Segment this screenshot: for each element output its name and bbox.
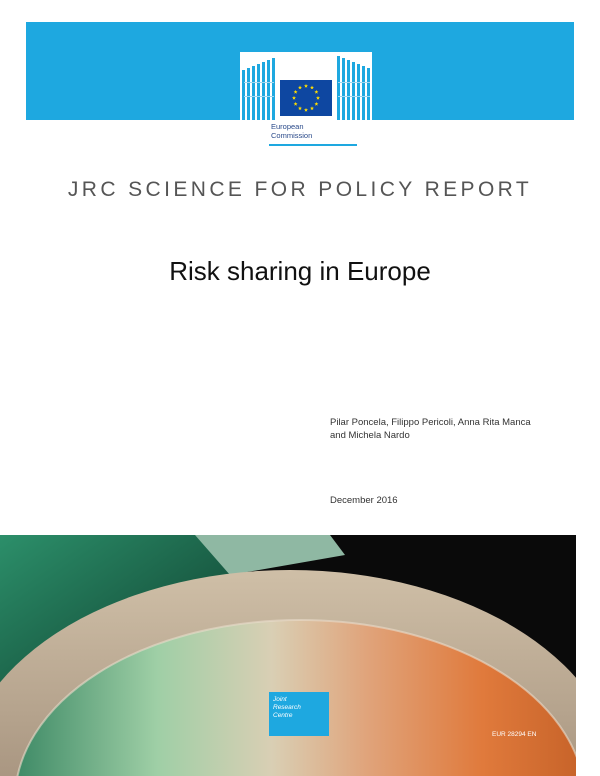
cover-photo — [0, 535, 576, 776]
european-commission-logo — [240, 52, 372, 148]
authors-line-2: and Michela Nardo — [330, 430, 410, 441]
eu-star-icon — [304, 108, 308, 112]
jrc-line-1: Joint — [273, 696, 287, 703]
cover-photo-graphic — [0, 535, 576, 776]
eu-star-icon — [292, 96, 296, 100]
logo-line-1: European — [271, 122, 304, 131]
eu-star-icon — [314, 102, 318, 106]
eu-star-icon — [310, 106, 314, 110]
eu-star-icon — [304, 84, 308, 88]
eu-star-icon — [294, 90, 298, 94]
report-title: Risk sharing in Europe — [169, 256, 431, 286]
eu-star-icon — [316, 96, 320, 100]
eu-flag-icon — [280, 80, 332, 116]
eu-star-icon — [298, 86, 302, 90]
logo-underline — [269, 144, 357, 146]
eu-star-icon — [310, 86, 314, 90]
eu-star-icon — [314, 90, 318, 94]
eu-star-icon — [298, 106, 302, 110]
jrc-logo — [269, 692, 329, 736]
report-series: JRC SCIENCE FOR POLICY REPORT — [67, 178, 533, 201]
authors — [330, 416, 531, 442]
authors-line-1: Pilar Poncela, Filippo Pericoli, Anna Rita Manca — [330, 417, 531, 428]
publication-date: December 2016 — [330, 495, 398, 506]
jrc-line-2: Research — [273, 704, 301, 711]
logo-wordmark — [271, 122, 312, 140]
report-number: EUR 28294 EN — [492, 731, 537, 738]
eu-star-icon — [294, 102, 298, 106]
jrc-line-3: Centre — [273, 712, 293, 719]
logo-line-2: Commission — [271, 131, 313, 140]
